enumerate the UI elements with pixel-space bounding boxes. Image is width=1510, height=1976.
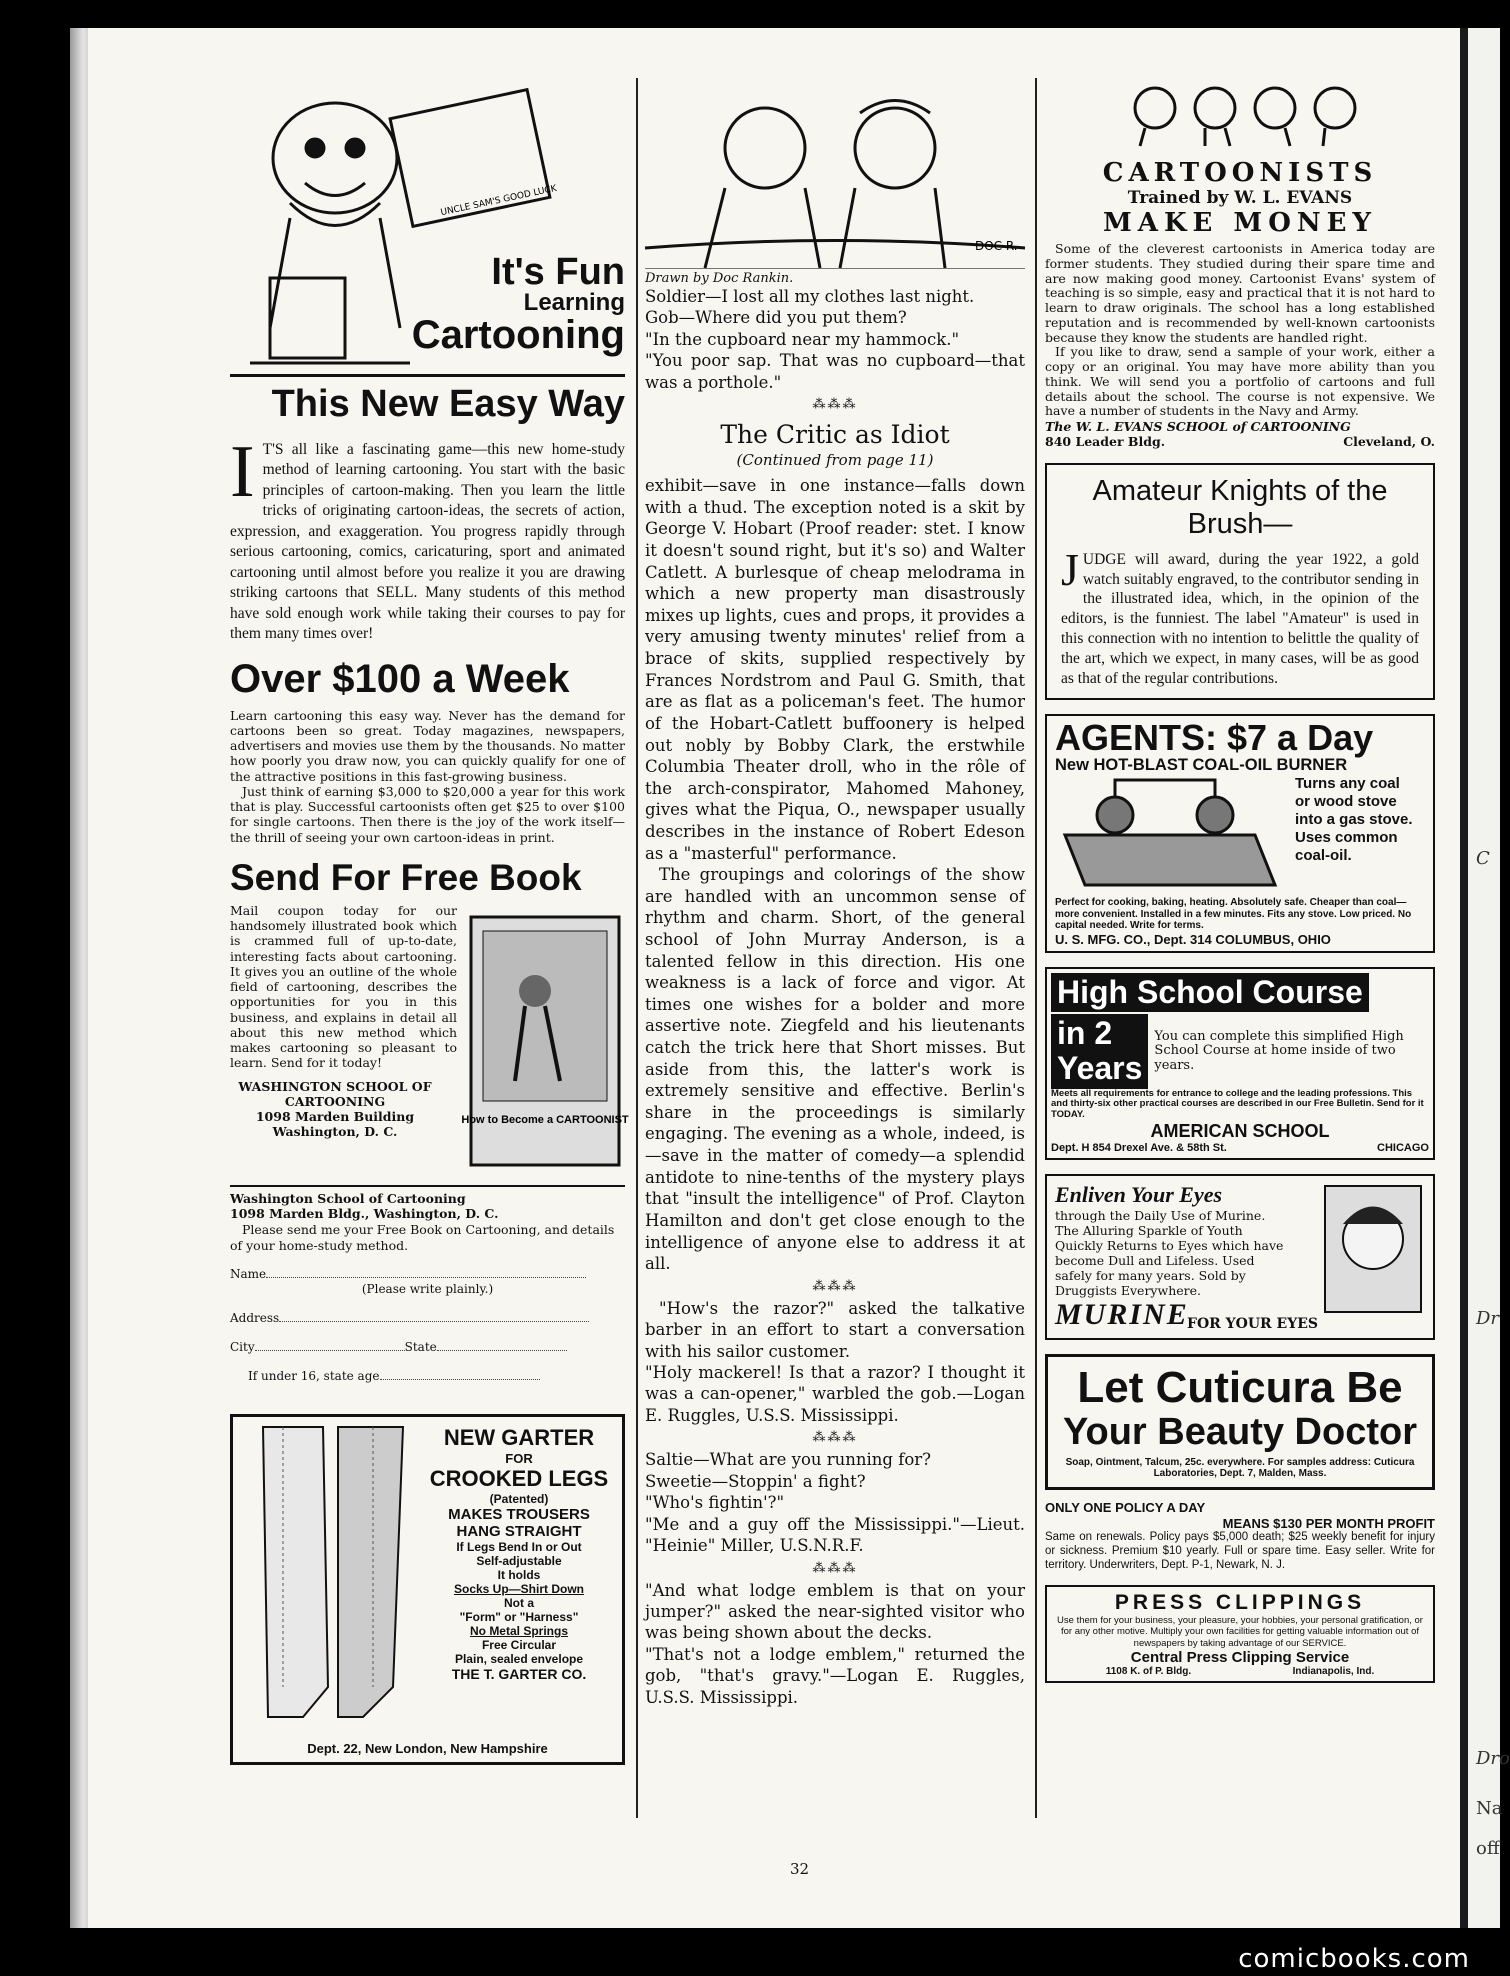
amateur-title: Amateur Knights of the Brush— — [1092, 475, 1388, 541]
joke-lodge-emblem: "And what lodge emblem is that on your jumper?" asked the near-sighted visitor who was being shown about the decks. "That's not a lodge emblem," returned the gob, "that's gravy."—Logan E. Ruggles, U.S.S. Mississippi. — [645, 1580, 1025, 1707]
garter-address: Dept. 22, New London, New Hampshire — [307, 1741, 548, 1757]
hs-line-2: in 2 Years — [1051, 1014, 1148, 1088]
cuticura-fine: Soap, Ointment, Talcum, 25c. everywhere. For samples address: Cuticura Laboratories, Dept. 7, Malden, Mass. — [1065, 1457, 1415, 1480]
age-field[interactable]: If under 16, state age — [230, 1369, 625, 1384]
agents-subtitle: New HOT-BLAST COAL-OIL BURNER — [1055, 756, 1348, 775]
send-free-book-text: Mail coupon today for our handsomely illustrated book which is crammed full of up-to-date, interesting facts about cartooning. It gives you an outline of the whole field of cartooning, describes the opportunities for you in this business, and explains in detail all about this new method which makes cartooning so pleasant to learn. Send for it today! — [230, 902, 457, 1071]
murine-title: Enliven Your Eyes — [1055, 1182, 1223, 1208]
edge-fragment: Na — [1476, 1798, 1503, 1819]
drop-cap: I — [230, 431, 255, 513]
over-100-paragraph-2: Just think of earning $3,000 to $20,000 a year for this work that is play. Successful cartoonists often get $25 to over $100 for single cartoons. Then there is the joy of the work itself—the thrill of seeing your own cartoon-ideas in print. — [230, 783, 625, 845]
editorial-column — [645, 78, 1025, 1708]
separator-stars: ⁂⁂⁂ — [812, 1560, 858, 1576]
evans-cartoon-figures — [1045, 78, 1435, 148]
cartoon-illustration — [230, 78, 625, 368]
cuticura-line-2: Your Beauty Doctor — [1062, 1410, 1417, 1453]
hs-dept: Dept. H 854 Drexel Ave. & 58th St. — [1051, 1142, 1227, 1155]
watermark: comicbooks.com — [1238, 1944, 1470, 1974]
evans-body: Some of the cleverest cartoonists in America today are former students. They studied during their spare time and are now making good money. Cartoonist Evans' system of teaching is so simple, easy and practical that it is not hard to learn to draw originals. The school has a long established reputation and is recommended by well-known cartoonists because they know the students are handled right. — [1045, 241, 1435, 345]
article-continued: (Continued from page 11) — [736, 451, 934, 470]
agents-fine-print: Perfect for cooking, baking, heating. Absolutely safe. Cheaper than coal—more convenient. Installed in a few minutes. Fits any stove. Low priced. No capital needed. Write for terms. — [1055, 897, 1412, 932]
hs-fine-print: Meets all requirements for entrance to college and the leading professions. This and thirty-six other practical courses are described in our Free Bulletin. Send for it TODAY. — [1051, 1087, 1424, 1121]
garter-ad — [230, 1414, 625, 1765]
amateur-knights-box — [1045, 463, 1435, 700]
high-school-ad — [1045, 967, 1435, 1160]
cartoonists-heading: CARTOONISTS — [1102, 158, 1378, 188]
evans-school: The W. L. EVANS SCHOOL of CARTOONING — [1045, 419, 1351, 434]
press-clippings-ad: PRESS CLIPPINGS Use them for your business, your pleasure, your hobbies, your personal gratification, or for any other motive. Multiply your own facilities for getting valuable information out of newspapers by taking advantage of our SERVICE. Central Press Clipping Service 1108 K. of P. Bldg. Indianapolis, Ind. — [1045, 1585, 1435, 1683]
name-field-hint: (Please write plainly.) — [361, 1282, 494, 1297]
city-state-field[interactable]: City State — [230, 1340, 625, 1355]
murine-subtitle: FOR YOUR EYES — [1187, 1316, 1318, 1333]
separator-stars: ⁂⁂⁂ — [812, 1278, 858, 1294]
trained-by: Trained by W. L. EVANS — [1127, 188, 1353, 208]
hs-school: AMERICAN SCHOOL — [1150, 1121, 1330, 1142]
article-title: The Critic as Idiot — [720, 420, 950, 450]
school-name: WASHINGTON SCHOOL OF CARTOONING — [238, 1078, 432, 1109]
joke-saltie: Saltie—What are you running for? Sweetie—Stoppin' a fight? "Who's fightin'?" "Me and a guy off the Mississippi."—Lieut. "Heinie" Miller, U.S.N.R.F. — [645, 1450, 1025, 1556]
edge-fragment: Dr — [1476, 1308, 1500, 1329]
page-number: 32 — [790, 1860, 810, 1878]
legs-illustration — [243, 1427, 423, 1727]
cartoon-sign-text: UNCLE SAM'S GOOD LUCK — [439, 183, 558, 219]
evans-body-2: If you like to draw, send a sample of your work, either a copy or an original. You may have more ability than you think. We will send you a portfolio of cartoons and full details about the school. The course is not expensive. We have a number of students in the Navy and Army. — [1045, 344, 1435, 419]
mail-coupon: Washington School of Cartooning 1098 Marden Bldg., Washington, D. C. Please send me your Free Book on Cartooning, and details of your home-study method. Name (Please write plainly.) Address City State If under 16, state age — [230, 1185, 625, 1385]
school-address-1: 1098 Marden Building — [255, 1109, 415, 1125]
edge-fragment: off — [1476, 1838, 1500, 1859]
separator-stars: ⁂⁂⁂ — [812, 397, 858, 413]
article-body: exhibit—save in one instance—falls down with a thud. The exception noted is a skit by George V. Hobart (Proof reader: stet. I know it doesn't sound right, but it's so) and Walter Catlett. A burlesque of cheap melodrama in which a new property man disastrously mixes up lights, cues and props, it provides a very amusing twenty minutes' relief from a brace of skits, supplied respectively by Frances Nordstrom and Paul G. Smith, that are as flat as a policeman's feet. The humor of the Hobart-Catlett buffoonery is helped out nobly by Bobby Clark, the erstwhile Columbia Theater droll, who in the rôle of the arch-conspirator, Mahomed Mahoney, gives what the Piqua, O., newspaper usually describes in the instance of Robert Edeson as a "masterful" performance. The groupings and colorings of the show are handled with an uncommon sense of rhythm and charm. Short, of the general school of John Murray Anderson, is a talented fellow in this direction. His one weakness is a lack of force and vigor. At times one wishes for a bolder and more assertive note. Ziegfeld and his lieutenants catch the trick here that Short misses. But aside from this, the latter's work is extremely sensitive and effective. Berlin's share in the proceedings is similarly engaging. The evening as a whole, indeed, is—save in the matter of comedy—a splendid antidote to nine-tenths of the mystery plays that "insult the intelligence" of Prof. Clayton Hamilton and don't get close enough to the intelligence of anyone else to address it at all. — [645, 476, 1025, 1274]
address-field[interactable]: Address — [230, 1311, 625, 1326]
burner-illustration — [1055, 775, 1295, 895]
hs-city: CHICAGO — [1377, 1142, 1429, 1155]
ads-column — [1045, 78, 1435, 1683]
column-rule — [1035, 78, 1037, 1818]
cuticura-ad — [1045, 1354, 1435, 1490]
agents-address: U. S. MFG. CO., Dept. 314 COLUMBUS, OHIO — [1055, 931, 1331, 947]
agents-title: AGENTS: $7 a Day — [1055, 717, 1374, 759]
cartoon-credit: Drawn by Doc Rankin. — [645, 271, 794, 286]
school-address-2: Washington, D. C. — [272, 1124, 398, 1140]
over-100-heading: Over $100 a Week — [230, 656, 570, 701]
murine-brand: MURINE — [1055, 1298, 1189, 1332]
hs-line-1: High School Course — [1051, 973, 1369, 1012]
policy-ad: ONLY ONE POLICY A DAY MEANS $130 PER MONTH PROFIT Same on renewals. Policy pays $5,000 death; $25 weekly benefit for injury or sickness. Premium $10 yearly. Full or spare time. Easy seller. Write for territory. Underwriters, Dept. P-1, Newark, N. J. — [1045, 1500, 1435, 1572]
name-field[interactable]: Name — [230, 1267, 625, 1282]
cartoon-signature: DOC R. — [975, 239, 1018, 253]
edge-fragment: Dro — [1476, 1748, 1510, 1769]
easy-way-heading: This New Easy Way — [230, 374, 625, 426]
hs-side-text: You can complete this simplified High School Course at home inside of two years. — [1154, 1028, 1404, 1073]
amateur-body: JUDGE will award, during the year 1922, a gold watch suitably engraved, to the contributor sending in the illustrated idea, which, in the opinion of the editors, is the funniest. The label "Amateur" is used in this connection with no intention to belittle the quality of the art, which we expect, in many cases, will be as good as that of the regular contributions. — [1061, 543, 1419, 687]
intro-paragraph: I T'S all like a fascinating game—this new home-study method of learning cartooning. You start with the basic principles of cartoon-making. Then you learn the little tricks of originating cartoon-ideas, the secrets of action, expression, and exaggeration. You progress rapidly through serious cartooning, comics, caricaturing, sport and animated cartooning until almost before you realize it you are drawing striking cartoons that SELL. Many students of this method have sold enough work while taking their courses to pay for them many times over! — [230, 431, 625, 643]
over-100-paragraph-1: Learn cartooning this easy way. Never has the demand for cartoons been so great. Today magazines, newspapers, advertisers and movies use them by the thousands. No matter how poorly you draw now, you can quickly qualify for one of the attractive positions in this fast-growing business. — [230, 707, 625, 784]
evans-city: Cleveland, O. — [1343, 434, 1435, 449]
column-rule — [636, 78, 638, 1818]
soldier-gob-cartoon — [645, 78, 1025, 269]
joke-razor: "How's the razor?" asked the talkative barber in an effort to start a conversation with his sailor customer. "Holy mackerel! Is that a razor? I thought it was a can-opener," warbled the gob.—Logan E. Ruggles, U.S.S. Mississippi. — [645, 1298, 1025, 1425]
separator-stars: ⁂⁂⁂ — [812, 1430, 858, 1446]
garter-text: NEW GARTER FOR CROOKED LEGS (Patented) MAKES TROUSERS HANG STRAIGHT If Legs Bend In or Out Self-adjustable It holds Socks Up—Shirt Down Not a "Form" or "Harness" No Metal Springs Free Circular Plain, sealed envelope THE T. GARTER CO. — [429, 1425, 609, 1683]
next-page-edge — [1460, 28, 1510, 1928]
cuticura-line-1: Let Cuticura Be — [1077, 1363, 1403, 1413]
edge-fragment: C — [1476, 848, 1490, 869]
murine-ad — [1045, 1174, 1435, 1340]
cartooning-ad-column — [230, 78, 629, 1765]
soldier-gob-drawing — [645, 78, 1025, 268]
send-free-book-heading: Send For Free Book — [230, 856, 582, 898]
book-label: How to Become a CARTOONIST — [461, 1113, 629, 1126]
evans-address: 840 Leader Bldg. — [1045, 434, 1166, 449]
agents-ad — [1045, 714, 1435, 953]
woman-portrait — [1323, 1184, 1423, 1314]
murine-body: through the Daily Use of Murine. The Alluring Sparkle of Youth Quickly Returns to Eyes which have become Dull and Lifeless. Used safely for many years. Sold by Druggists Everywhere. — [1055, 1208, 1284, 1299]
agents-side-text: Turns any coal or wood stove into a gas stove. Uses common coal-oil. — [1295, 775, 1413, 865]
book-cover-image — [461, 911, 629, 1171]
fun-title: It's Fun Learning Cartooning — [411, 251, 625, 357]
joke-soldier-gob: Soldier—I lost all my clothes last night. Gob—Where did you put them? "In the cupboard near my hammock." "You poor sap. That was no cupboard—that was a porthole." — [645, 287, 1025, 392]
make-money-heading: MAKE MONEY — [1103, 208, 1377, 238]
